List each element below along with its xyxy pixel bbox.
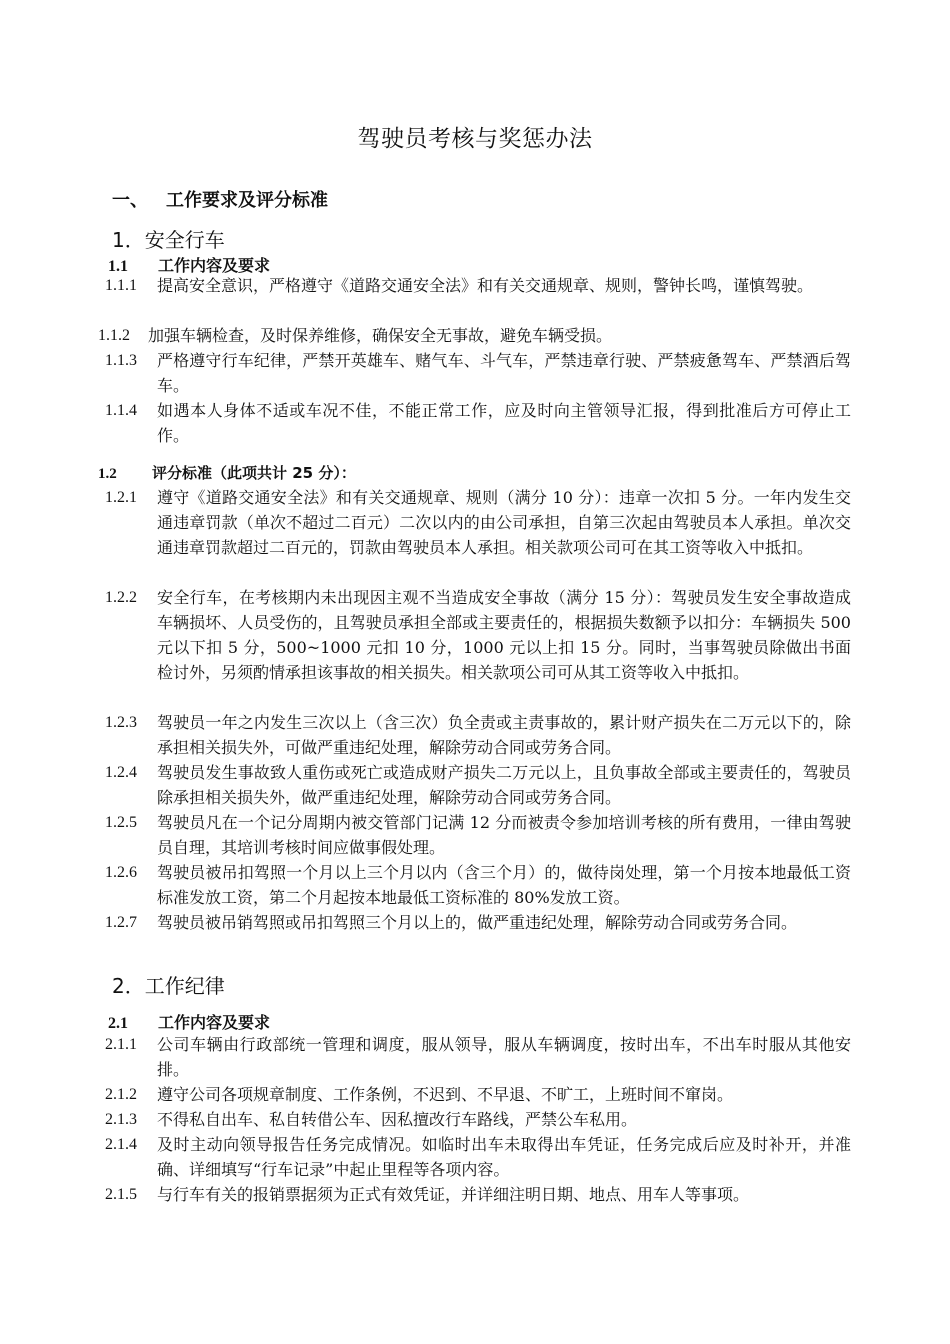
subsection-label: 安全行车 — [144, 228, 225, 252]
item-number: 2.1.2 — [105, 1086, 137, 1103]
item-text: 公司车辆由行政部统一管理和调度，服从领导，服从车辆调度，按时出车，不出车时服从其他安排。 — [157, 1035, 851, 1079]
item-text: 及时主动向领导报告任务完成情况。如临时出车未取得出车凭证，任务完成后应及时补开，并准确、详细填写“行车记录”中起止里程等各项内容。 — [157, 1135, 851, 1179]
clause-item — [105, 760, 851, 810]
item-number: 1.2.4 — [105, 764, 137, 781]
item-text: 安全行车，在考核期内未出现因主观不当造成安全事故（满分 15 分）：驾驶员发生安全事故造成车辆损坏、人员受伤的，且驾驶员承担全部或主要责任的，根据损失数额予以扣分：车辆损失 500 元以下扣 5 分，500~1000 元扣 10 分，1000 元以上扣 15 分。同时，当事驾驶员除做出书面检讨外，另须酌情承担该事故的相关损失。相关款项公司可从其工资等收入中抵扣。 — [157, 588, 851, 682]
document-title: 驾驶员考核与奖惩办法 — [357, 126, 593, 152]
item-number: 2.1.5 — [105, 1186, 137, 1203]
item-text: 遵守公司各项规章制度、工作条例，不迟到、不早退、不旷工，上班时间不窜岗。 — [157, 1085, 734, 1104]
item-number: 2.1.3 — [105, 1111, 137, 1128]
clause-item — [105, 860, 851, 910]
item-number: 1.1.2 — [98, 327, 130, 344]
subsection-number: 2． — [112, 974, 145, 998]
clause-item — [105, 398, 851, 448]
clause-item — [105, 910, 851, 935]
clause-number: 1.1 — [108, 258, 128, 275]
clause-item — [105, 485, 851, 560]
item-number: 1.1.3 — [105, 352, 137, 369]
item-number: 1.2.6 — [105, 864, 137, 881]
clause-item — [105, 1132, 851, 1182]
item-number: 1.1.4 — [105, 402, 137, 419]
clause-item — [105, 710, 851, 760]
clause-item — [105, 1082, 851, 1107]
subsection-heading-1 — [112, 224, 225, 253]
clause-number: 2.1 — [108, 1015, 128, 1032]
section-label: 工作要求及评分标准 — [166, 190, 328, 211]
clause-label: 工作内容及要求 — [158, 1013, 271, 1032]
subsection-number: 1． — [112, 228, 145, 252]
clause-item — [105, 810, 851, 860]
item-number: 1.2.1 — [105, 489, 137, 506]
clause-item — [98, 323, 858, 348]
clause-item — [105, 585, 851, 685]
clause-number: 1.2 — [98, 466, 117, 482]
item-text: 驾驶员被吊扣驾照一个月以上三个月以内（含三个月）的，做待岗处理，第一个月按本地最低工资标准发放工资，第二个月起按本地最低工资标准的 80%发放工资。 — [157, 863, 851, 907]
item-number: 1.2.5 — [105, 814, 137, 831]
item-text: 驾驶员被吊销驾照或吊扣驾照三个月以上的，做严重违纪处理，解除劳动合同或劳务合同。 — [157, 913, 798, 932]
item-text: 驾驶员一年之内发生三次以上（含三次）负全责或主责事故的，累计财产损失在二万元以下的，除承担相关损失外，可做严重违纪处理，解除劳动合同或劳务合同。 — [157, 713, 851, 757]
item-text: 提高安全意识，严格遵守《道路交通安全法》和有关交通规章、规则，警钟长鸣，谨慎驾驶。 — [157, 276, 814, 295]
item-text: 不得私自出车、私自转借公车、因私擅改行车路线，严禁公车私用。 — [157, 1110, 638, 1129]
clause-item — [105, 1032, 851, 1082]
clause-item — [105, 273, 851, 298]
subsection-label: 工作纪律 — [144, 974, 225, 998]
item-number: 1.2.3 — [105, 714, 137, 731]
clause-label: 工作内容及要求 — [158, 256, 271, 275]
item-number: 1.2.2 — [105, 589, 137, 606]
clause-heading-2-1 — [108, 1010, 270, 1033]
item-text: 与行车有关的报销票据须为正式有效凭证，并详细注明日期、地点、用车人等事项。 — [157, 1185, 750, 1204]
item-text: 驾驶员发生事故致人重伤或死亡或造成财产损失二万元以上，且负事故全部或主要责任的，驾驶员除承担相关损失外，做严重违纪处理，解除劳动合同或劳务合同。 — [157, 763, 851, 807]
clause-item — [105, 1107, 851, 1132]
clause-heading-1-2 — [98, 462, 356, 483]
item-text: 如遇本人身体不适或车况不佳，不能正常工作，应及时向主管领导汇报，得到批准后方可停止工作。 — [157, 401, 851, 445]
item-text: 严格遵守行车纪律，严禁开英雄车、赌气车、斗气车，严禁违章行驶、严禁疲惫驾车、严禁酒后驾车。 — [157, 351, 851, 395]
item-number: 2.1.1 — [105, 1036, 137, 1053]
item-text: 遵守《道路交通安全法》和有关交通规章、规则（满分 10 分）：违章一次扣 5 分。一年内发生交通违章罚款（单次不超过二百元）二次以内的由公司承担，自第三次起由驾驶员本人承担。单次交通违章罚款超过二百元的，罚款由驾驶员本人承担。相关款项公司可在其工资等收入中抵扣。 — [157, 488, 851, 557]
item-number: 1.2.7 — [105, 914, 137, 931]
section-heading-1 — [112, 186, 328, 212]
clause-label: 评分标准（此项共计 25 分）： — [152, 464, 356, 482]
clause-item — [105, 1182, 851, 1207]
item-text: 驾驶员凡在一个记分周期内被交管部门记满 12 分而被责令参加培训考核的所有费用，一律由驾驶员自理，其培训考核时间应做事假处理。 — [157, 813, 851, 857]
subsection-heading-2 — [112, 970, 225, 999]
item-number: 2.1.4 — [105, 1136, 137, 1153]
section-number: 一、 — [112, 190, 148, 211]
clause-item — [105, 348, 851, 398]
item-text: 加强车辆检查，及时保养维修，确保安全无事故，避免车辆受损。 — [148, 326, 613, 345]
item-number: 1.1.1 — [105, 277, 137, 294]
